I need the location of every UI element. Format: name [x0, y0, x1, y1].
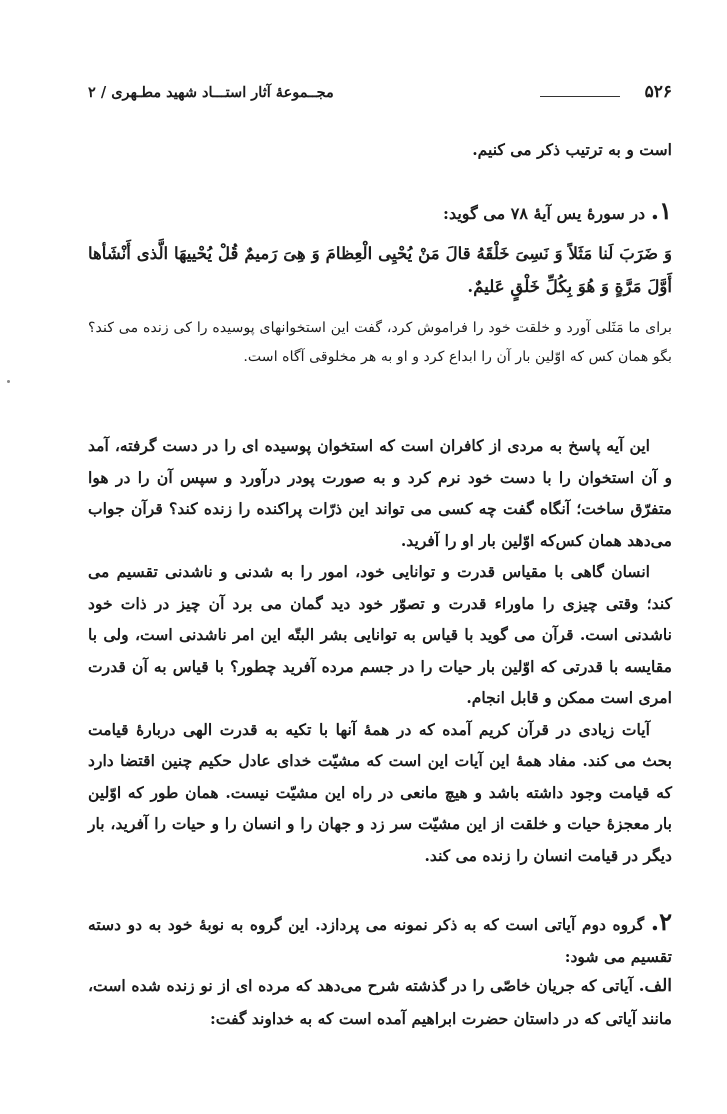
- section-alef-label: الف.: [638, 976, 672, 996]
- section-alef-text: آیاتی که جریان خاصّی را در گذشته شرح می‌دهد که مرده ای از نو زنده شده است، مانند آیاتی که در داستان حضرت ابراهیم آمده است که به خداوند گفت:: [88, 976, 672, 1028]
- intro-line: است و به ترتیب ذکر می کنیم.: [472, 140, 672, 159]
- section-1-heading: [88, 196, 672, 225]
- section-1-number: ۱.: [650, 196, 672, 225]
- paragraph-2: انسان گاهی با مقیاس قدرت و توانایی خود، امور را به شدنی و ناشدنی تقسیم می کند؛ وقتی چیزی را ماوراء قدرت و تصوّر خود دید گمان می برد آن چیز در ذات خود ناشدنی است. قرآن می گوید با قیاس به توانایی بشر البتّه این امر ناشدنی است، ولی با مقایسه با قدرتی که اوّلین بار حیات را در جسم مرده آفرید چطور؟ با قیاس به آن قدرت امری است ممکن و قابل انجام.: [88, 562, 672, 707]
- running-head: مجــموعهٔ آثار استـــاد شهید مطـهری / ۲: [88, 84, 334, 101]
- section-2-text: گروه دوم آیاتی است که به ذکر نمونه می پردازد. این گروه به نوبهٔ خود به دو دسته تقسیم می شود:: [88, 915, 672, 966]
- paragraph-1: این آیه پاسخ به مردی از کافران است که استخوان پوسیده ای را در دست گرفته، آمد و آن استخوان را با دست خود نرم کرد و به صورت پودر درآورد و سپس آن را در هوا متفرّق ساخت؛ آنگاه گفت چه کسی می تواند این ذرّات پراکنده را زنده کند؟ قرآن جواب می‌دهد همان کس‌که اوّلین بار او را آفرید.: [88, 436, 672, 550]
- page-header: [88, 80, 672, 110]
- header-rule: [540, 96, 620, 97]
- margin-mark: [7, 380, 10, 383]
- section-alef-paragraph: [88, 970, 672, 1034]
- verse-translation: برای ما مَثَلی آورد و خلقت خود را فراموش کرد، گفت این استخوانهای پوسیده را کی زنده می کند؟ بگو همان کس که اوّلین بار آن را ابداع کرد و او به هر مخلوقی آگاه است.: [88, 320, 672, 365]
- section-2-number: ۲.: [650, 907, 672, 936]
- page-number: ۵۲۶: [644, 82, 672, 102]
- quran-verse: وَ ضَرَبَ لَنا مَثَلاً وَ نَسِیَ خَلْقَهُ قالَ مَنْ یُحْیِی الْعِظامَ وَ هِیَ رَمیمٌ قُلْ یُحْییهَا الَّذی أَنْشَأها أَوَّلَ مَرَّةٍ وَ هُوَ بِکُلِّ خَلْقٍ عَلیمٌ.: [88, 243, 672, 296]
- paragraph-3: آیات زیادی در قرآن کریم آمده که در همهٔ آنها با تکیه به قدرت الهی دربارهٔ قیامت بحث می کند. مفاد همهٔ این آیات این است که مشیّت خدای عادل حکیم چنین اقتضا دارد که قیامت وجود داشته باشد و هیچ مانعی در راه این مشیّت نیست. همان طور که اوّلین بار معجزهٔ حیات و خلقت از این مشیّت سر زد و جهان را و انسان را و حیات را آفرید، بار دیگر در قیامت انسان را زنده می کند.: [88, 719, 672, 865]
- discussion-paragraphs: [88, 430, 672, 871]
- section-2-paragraph: [88, 906, 672, 972]
- section-1-heading-text: در سورهٔ یس آیهٔ ۷۸ می گوید:: [443, 204, 646, 223]
